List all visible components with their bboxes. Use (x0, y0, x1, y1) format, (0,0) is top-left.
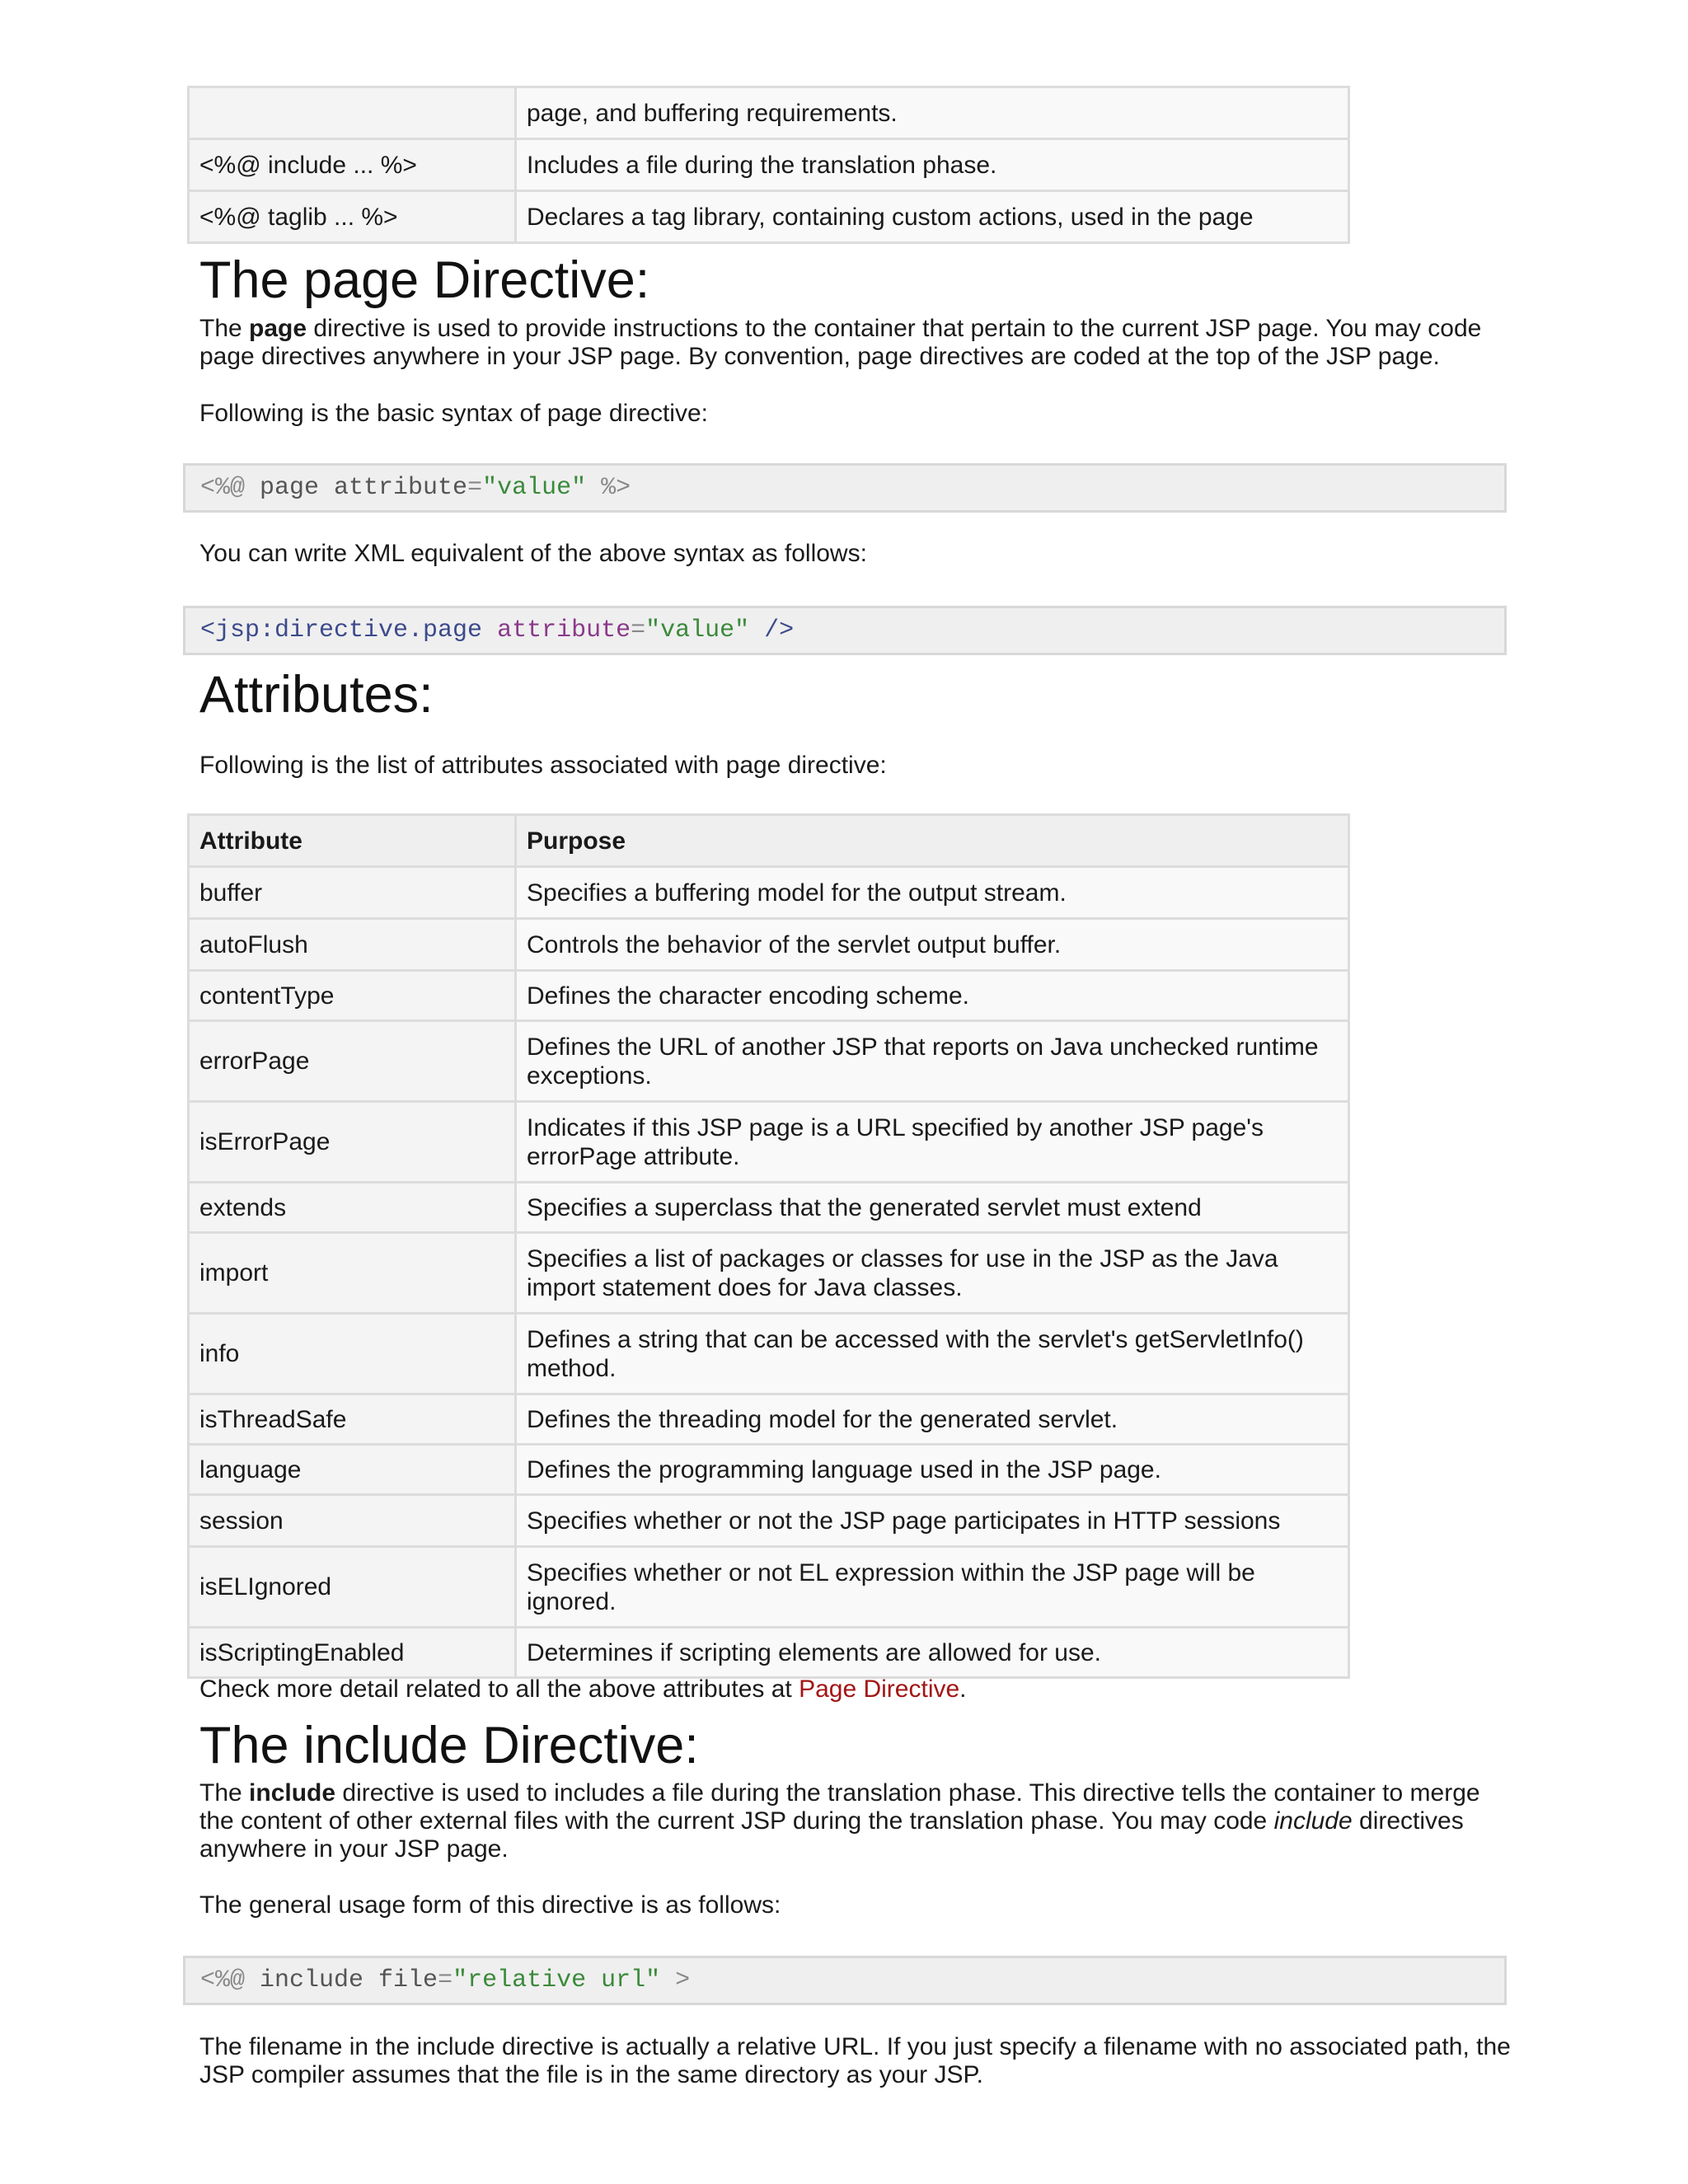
attributes-intro: Following is the list of attributes associated with page directive: (199, 752, 887, 779)
attributes-heading: Attributes: (199, 666, 434, 724)
intro-text: directive is used to includes a file during the translation phase. This directive tells the container to merge the content of other external files with the current JSP during the translation phase. You may code (199, 1779, 1480, 1835)
purpose-cell: Controls the behavior of the servlet output buffer. (516, 919, 1349, 971)
table-row (189, 1495, 1349, 1547)
page-directive-intro (199, 315, 1518, 371)
column-header-attribute: Attribute (189, 815, 516, 867)
purpose-cell: Specifies a superclass that the generated servlet must extend (516, 1183, 1349, 1233)
purpose-cell: Defines the threading model for the generated servlet. (516, 1394, 1349, 1445)
xml-label: You can write XML equivalent of the above syntax as follows: (199, 540, 867, 567)
intro-bold-term: page (249, 315, 307, 342)
table-row (189, 1021, 1349, 1102)
purpose-cell: Specifies a buffering model for the output stream. (516, 867, 1349, 919)
purpose-cell: Defines the URL of another JSP that reports on Java unchecked runtime exceptions. (516, 1021, 1349, 1102)
code-token: = (631, 616, 646, 644)
usage-label: The general usage form of this directive is as follows: (199, 1891, 781, 1919)
attribute-cell: info (189, 1314, 516, 1394)
code-token: /> (749, 616, 795, 644)
code-token: = (438, 1966, 453, 1994)
attributes-table (187, 813, 1350, 1679)
column-header-purpose: Purpose (516, 815, 1349, 867)
include-directive-heading: The include Directive: (199, 1717, 699, 1774)
code-block-include-syntax (183, 1956, 1507, 2005)
attribute-cell: buffer (189, 867, 516, 919)
attribute-cell: import (189, 1233, 516, 1314)
code-token: "relative url" (452, 1966, 661, 1994)
table-row (189, 1394, 1349, 1445)
table-row (189, 919, 1349, 971)
attribute-cell: isELIgnored (189, 1547, 516, 1628)
purpose-cell: Defines the programming language used in the JSP page. (516, 1445, 1349, 1495)
table-row (189, 1314, 1349, 1394)
attribute-cell: session (189, 1495, 516, 1547)
code-token: attribute (482, 616, 631, 644)
page-directive-heading: The page Directive: (199, 251, 650, 309)
code-token: %> (586, 474, 631, 502)
check-more-text (199, 1675, 1518, 1704)
include-directive-intro (199, 1779, 1518, 1863)
code-token: "value" (482, 474, 587, 502)
code-token: "value" (645, 616, 750, 644)
intro-text: The (199, 1779, 250, 1807)
table-header-row (189, 815, 1349, 867)
syntax-label: Following is the basic syntax of page directive: (199, 400, 708, 427)
attribute-cell: isThreadSafe (189, 1394, 516, 1445)
table-row (189, 1102, 1349, 1183)
table-row (189, 971, 1349, 1021)
purpose-cell: Specifies a list of packages or classes for use in the JSP as the Java import statement does for Java classes. (516, 1233, 1349, 1314)
code-token: <jsp:directive.page (200, 616, 483, 644)
attribute-cell: isErrorPage (189, 1102, 516, 1183)
code-block-page-syntax (183, 463, 1507, 513)
description-cell: page, and buffering requirements. (516, 87, 1349, 139)
attribute-cell: errorPage (189, 1021, 516, 1102)
check-more-suffix: . (959, 1675, 967, 1703)
purpose-cell: Defines the character encoding scheme. (516, 971, 1349, 1021)
table-row (189, 191, 1349, 243)
code-token: <%@ (200, 474, 246, 502)
table-row (189, 1183, 1349, 1233)
purpose-cell: Indicates if this JSP page is a URL specified by another JSP page's errorPage attribute. (516, 1102, 1349, 1183)
table-row (189, 1547, 1349, 1628)
check-more-prefix: Check more detail related to all the above attributes at (199, 1675, 799, 1703)
intro-text: The (199, 315, 250, 342)
directives-table (187, 86, 1350, 244)
attribute-cell: isScriptingEnabled (189, 1628, 516, 1678)
code-token: = (467, 474, 483, 502)
table-row (189, 139, 1349, 191)
table-row (189, 867, 1349, 919)
page-directive-link[interactable]: Page Directive (799, 1675, 960, 1703)
directive-cell: <%@ include ... %> (189, 139, 516, 191)
attribute-cell: autoFlush (189, 919, 516, 971)
intro-text: directives anywhere in your JSP page. (199, 1807, 1464, 1863)
code-token: <%@ (200, 1966, 246, 1994)
table-row (189, 1628, 1349, 1678)
description-cell: Declares a tag library, containing custom actions, used in the page (516, 191, 1349, 243)
purpose-cell: Defines a string that can be accessed with the servlet's getServletInfo() method. (516, 1314, 1349, 1394)
purpose-cell: Specifies whether or not EL expression within the JSP page will be ignored. (516, 1547, 1349, 1628)
purpose-cell: Specifies whether or not the JSP page participates in HTTP sessions (516, 1495, 1349, 1547)
code-token: include file (245, 1966, 438, 1994)
include-filename-note: The filename in the include directive is actually a relative URL. If you just specify a filename with no associated path, the JSP compiler assumes that the file is in the same directory as your JSP. (199, 2033, 1511, 2088)
code-token: page attribute (245, 474, 468, 502)
attribute-cell: language (189, 1445, 516, 1495)
code-block-xml-syntax (183, 606, 1507, 655)
directive-cell: <%@ taglib ... %> (189, 191, 516, 243)
table-row (189, 1445, 1349, 1495)
intro-bold-term: include (249, 1779, 336, 1807)
description-cell: Includes a file during the translation phase. (516, 139, 1349, 191)
attribute-cell: contentType (189, 971, 516, 1021)
purpose-cell: Determines if scripting elements are allowed for use. (516, 1628, 1349, 1678)
directive-cell (189, 87, 516, 139)
code-token: > (660, 1966, 691, 1994)
table-row (189, 1233, 1349, 1314)
intro-text: directive is used to provide instructions to the container that pertain to the current JSP page. You may code page directives anywhere in your JSP page. By convention, page directives are coded at the top of the JSP page. (199, 315, 1482, 370)
table-row (189, 87, 1349, 139)
attribute-cell: extends (189, 1183, 516, 1233)
intro-italic-term: include (1273, 1807, 1353, 1835)
